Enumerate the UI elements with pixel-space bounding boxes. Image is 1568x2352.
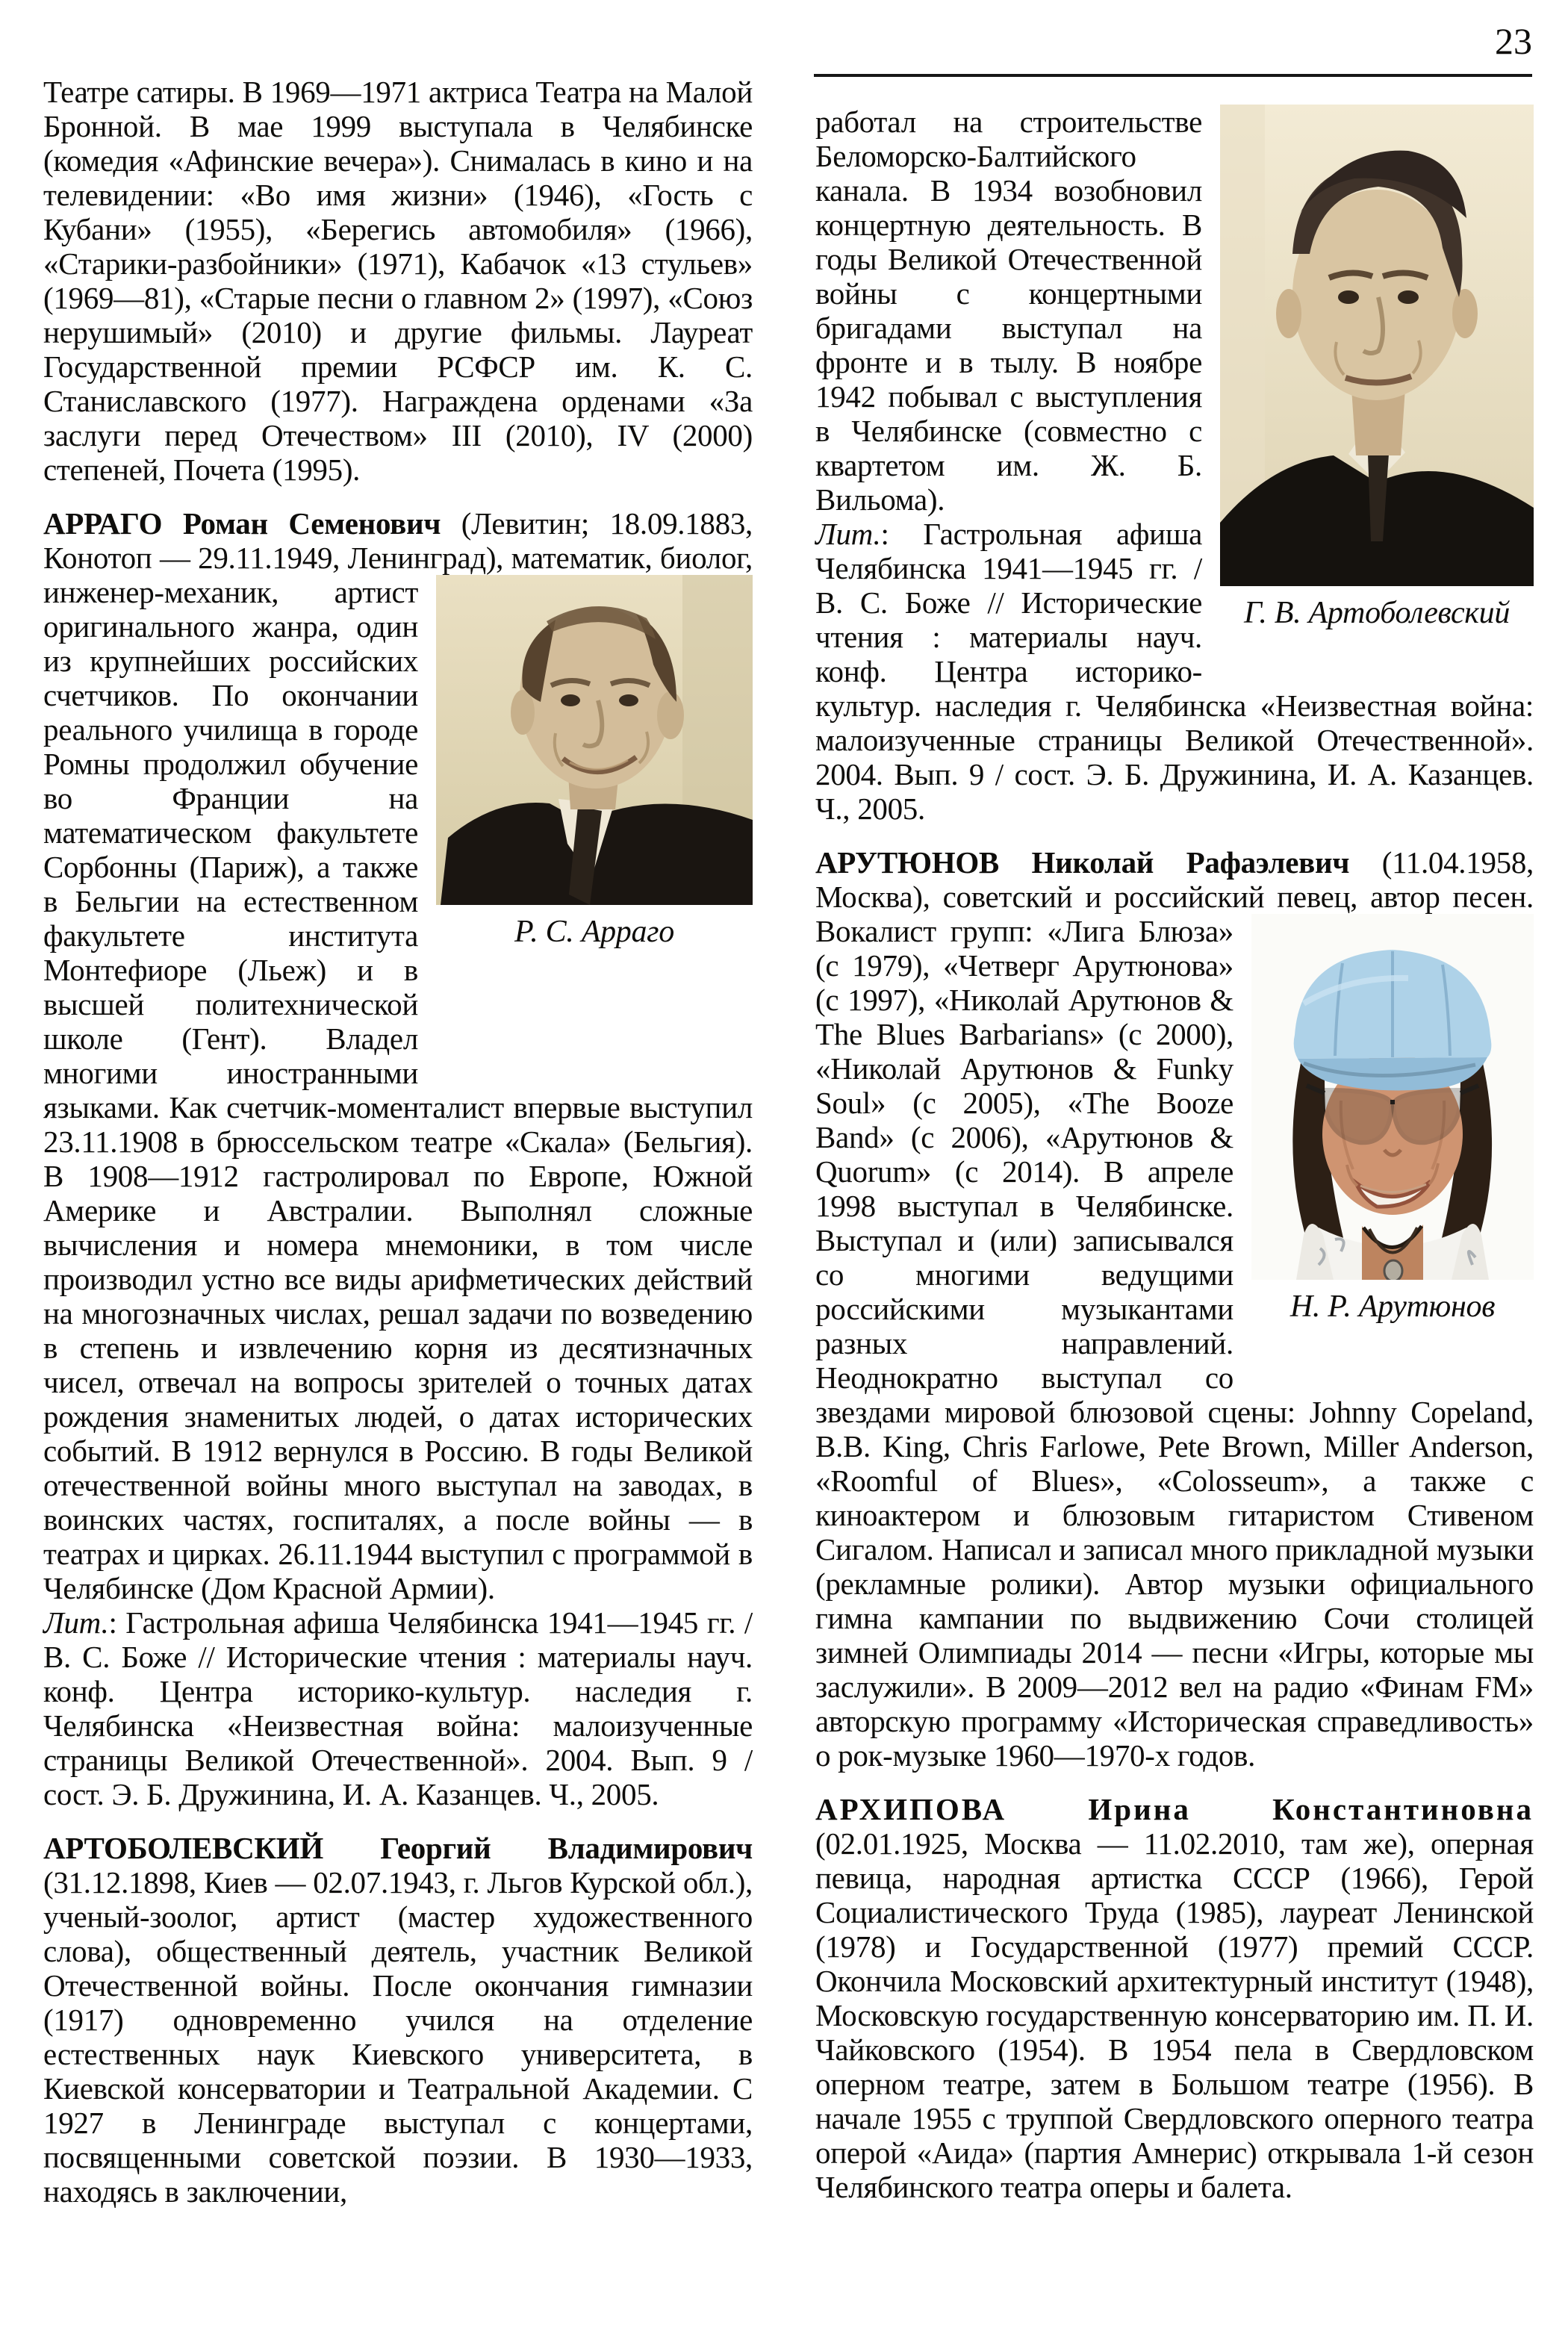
continuation-paragraph xyxy=(43,75,753,487)
article-arutyunov-intro: (11.04.1958, Москва), советский и российский певец, автор xyxy=(815,845,1534,914)
figure-artobolevsky xyxy=(1220,105,1534,657)
article-arrago-intro: (Левитин; 18.09.1883, Конотоп — 29.11.1949, Ленинград), математик, xyxy=(43,506,753,575)
lit-label: Лит. xyxy=(815,517,881,551)
headword-artobolevsky: АРТОБОЛЕВСКИЙ Георгий Владимирович xyxy=(43,1831,753,1865)
article-artobolevsky-body: (31.12.1898, Киев — 02.07.1943, г. Льгов Курской обл.), ученый-зоолог, артист (мастер художественного слова), общественный деятель, участник Великой Отечественной войны. После окончания гимназии (1917) одновременно учился на отделение естественных наук Киевского университета, в Киевской консерватории и Театральной Академии. С 1927 в Ленинграде выступал с концертами, посвященными советской поэзии. В 1930—1933, находясь в заключении, xyxy=(43,1865,753,2209)
lit-label: Лит. xyxy=(43,1605,109,1640)
right-column xyxy=(815,105,1534,2204)
article-arrago xyxy=(43,506,753,1605)
artobolevsky-photo-caption: Г. В. Артоболевский xyxy=(1243,596,1511,630)
article-arkhipova-body: (02.01.1925, Москва — 11.02.2010, там же), оперная певица, народная артистка СССР (1966), Герой Социалистического Труда (1985), лауреат Ленинской (1978) и Государственной (1977) премий СССР. Окончила Московский архитектурный институт (1948), Московскую государственную консерваторию им. П. И. Чайковского (1954). В 1954 пела в Свердловском оперном театре, затем в Большом театре (1956). В начале 1955 с труппой Свердловского оперного театра оперой «Аида» (партия Амнерис) открывала 1-й сезон Челябинского театра оперы и балета. xyxy=(815,1826,1534,2204)
article-arkhipova xyxy=(815,1792,1534,2204)
figure-arrago xyxy=(436,575,753,1060)
article-artobolevsky xyxy=(43,1831,753,2209)
headword-arutyunov: АРУТЮНОВ Николай Рафаэлевич xyxy=(815,845,1350,880)
left-column xyxy=(43,75,753,2209)
headword-arrago: АРРАГО Роман Семенович xyxy=(43,506,441,541)
continuation-text: Театре сатиры. В 1969—1971 актриса Театра на Малой Бронной. В мае 1999 выступала в Челябинске (комедия «Афинские вечера»). Снималась в кино и на телевидении: «Во имя жизни» (1946), «Гость с Кубани» (1955), «Берегись автомобиля» (1966), «Старики-разбойники» (1971), Кабачок «13 стульев» (1969—81), «Старые песни о главном 2» (1997), «Союз нерушимый» (2010) и другие фильмы. Лауреат Государственной премии РСФСР им. К. С. Станиславского (1977). Награждена орденами «За заслуги перед Отечеством» III (2010), IV (2000) степеней, Почета (1995). xyxy=(43,75,753,487)
article-arutyunov-body: песен. Вокалист групп: «Лига Блюза» (с 1979), «Четверг Арутюнова» (с 1997), «Николай Арутюнов & The Blues Barbarians» (с 2000), «Николай Арутюнов & Funky Soul» (с 2005), «The Booze Band» (с 2006), «Арутюнов & Quorum» (с 2014). В апреле 1998 выступал в Челябинске. Выступал и (или) записывался со многими ведущими российскими музыкантами разных направлений. Неоднократно выступал со звездами мировой блюзовой сцены: Johnny Copeland, B.B. King, Chris Farlowe, Pete Brown, Miller Anderson, «Roomful of Blues», «Colosseum», а также с киноактером и блюзовым гитаристом Стивеном Сигалом. Написал и записал много прикладной музыки (рекламные ролики). Автор музыки официального гимна кампании по выдвижению Сочи столицей зимней Олимпиады 2014 — песни «Игры, которые мы заслужили». В 2009—2012 вел на радио «Финам FM» авторскую программу «Историческая справедливость» о рок-музыке 1960—1970-х годов. xyxy=(815,880,1534,1773)
headword-arkhipova: АРХИПОВА Ирина Константиновна xyxy=(815,1792,1534,1826)
figure-arutyunov xyxy=(1251,914,1534,1392)
page-number: 23 xyxy=(1495,20,1532,62)
header-rule xyxy=(814,74,1532,77)
article-arrago-lit xyxy=(43,1605,753,1811)
article-arutyunov xyxy=(815,845,1534,1773)
arutyunov-photo-caption: Н. Р. Арутюнов xyxy=(1289,1289,1496,1324)
article-arrago-body: биолог, инженер-механик, артист оригинального жанра, один из крупнейших российских счетчиков. По окончании реального училища в городе Ромны продолжил обучение во Франции на математическом факультете Сорбонны (Париж), а также в Бельгии на естественном факультете института Монтефиоре (Льеж) и в высшей политехнической школе (Гент). Владел многими иностранными языками. Как счетчик-моменталист впервые выступил 23.11.1908 в брюссельском театре «Скала» (Бельгия). В 1908—1912 гастролировал по Европе, Южной Америке и Австралии. Выполнял сложные вычисления и номера мнемоники, в том числе производил устно все виды арифметических действий на многозначных числах, решал задачи по возведению в степень и извлечению корня из десятизначных чисел, отвечал на вопросы зрителей о точных датах рождения знаменитых людей, о датах исторических событий. В 1912 вернулся в Россию. В годы Великой отечественной войны много выступал на заводах, в воинских частях, госпиталях, а после войны — в театрах и цирках. 26.11.1944 выступил с программой в Челябинске (Дом Красной Армии). xyxy=(43,541,753,1605)
artobolevsky-continuation-text: работал на строительстве Беломорско-Балтийского канала. В 1934 возобновил концертную деятельность. В годы Великой Отечественной войны с концертными бригадами выступал на фронте и в тылу. В ноябре 1942 побывал с выступления в Челябинске (совместно с квартетом им. Ж. Б. Вильома). xyxy=(815,105,1202,517)
arrago-photo xyxy=(436,575,753,905)
arrago-photo-caption: Р. С. Арраго xyxy=(514,915,674,949)
arutyunov-photo xyxy=(1251,914,1534,1280)
lit-text: : Гастрольная афиша Челябинска 1941—1945 гг. / В. С. Боже // Исторические чтения : материалы науч. конф. Центра историко-культур. наследия г. Челябинска «Неизвестная война: малоизученные страницы Великой Отечественной». 2004. Вып. 9 / сост. Э. Б. Дружинина, И. А. Казанцев. Ч., 2005. xyxy=(43,1605,753,1811)
lit-text: : Гастрольная афиша Челябинска 1941—1945 гг. / В. С. Боже // Исторические чтения : материалы науч. конф. Центра историко-культур. наследия г. Челябинска «Неизвестная война: малоизученные страницы Великой Отечественной». 2004. Вып. 9 / сост. Э. Б. Дружинина, И. А. Казанцев. Ч., 2005. xyxy=(815,517,1534,826)
artobolevsky-photo xyxy=(1220,105,1534,586)
